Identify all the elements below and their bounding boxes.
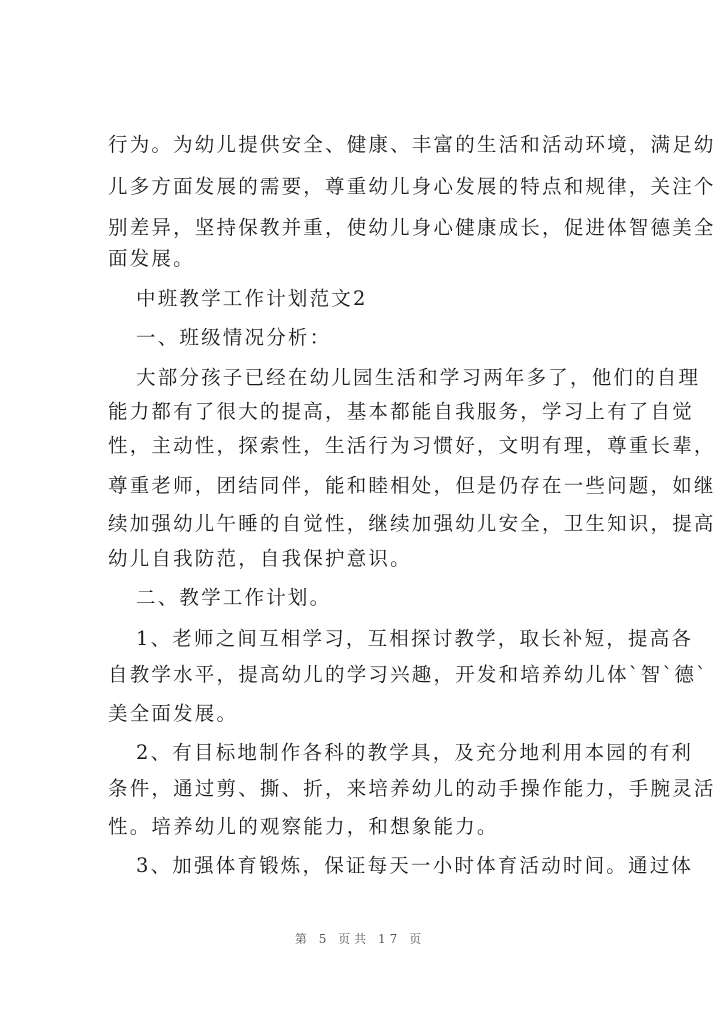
text-line: 性，主动性，探索性，生活行为习惯好，文明有理，尊重长辈， <box>108 434 716 457</box>
text-line: 条件，通过剪、撕、折，来培养幼儿的动手操作能力，手腕灵活 <box>108 777 716 800</box>
text-line: 儿多方面发展的需要，尊重幼儿身心发展的特点和规律，关注个 <box>108 175 716 198</box>
text-line: 尊重老师，团结同伴，能和睦相处，但是仍存在一些问题，如继 <box>108 474 716 497</box>
text-line: 性。培养幼儿的观察能力，和想象能力。 <box>108 815 499 838</box>
section-heading: 一、班级情况分析： <box>136 326 332 349</box>
section-heading: 二、教学工作计划。 <box>136 586 332 609</box>
text-line: 3、加强体育锻炼，保证每天一小时体育活动时间。通过体 <box>136 854 694 877</box>
section-title: 中班教学工作计划范文2 <box>136 287 368 310</box>
text-line: 续加强幼儿午睡的自觉性，继续加强幼儿安全，卫生知识，提高 <box>108 512 716 535</box>
text-line: 行为。为幼儿提供安全、健康、丰富的生活和活动环境，满足幼 <box>108 133 716 156</box>
text-line: 别差异，坚持保教并重，使幼儿身心健康成长，促进体智德美全 <box>108 216 716 239</box>
text-line: 2、有目标地制作各科的教学具，及充分地利用本园的有利 <box>136 741 694 764</box>
text-line: 自教学水平，提高幼儿的学习兴趣，开发和培养幼儿体`智`德` <box>108 663 709 686</box>
text-line: 大部分孩子已经在幼儿园生活和学习两年多了，他们的自理 <box>136 366 701 389</box>
text-line: 幼儿自我防范，自我保护意识。 <box>108 547 412 570</box>
text-line: 1、老师之间互相学习，互相探讨教学，取长补短，提高各 <box>136 627 694 650</box>
text-line: 面发展。 <box>108 247 195 270</box>
page-number-footer: 第 5 页共 17 页 <box>294 932 426 946</box>
text-line: 能力都有了很大的提高，基本都能自我服务，学习上有了自觉 <box>108 400 694 423</box>
text-line: 美全面发展。 <box>108 702 239 725</box>
